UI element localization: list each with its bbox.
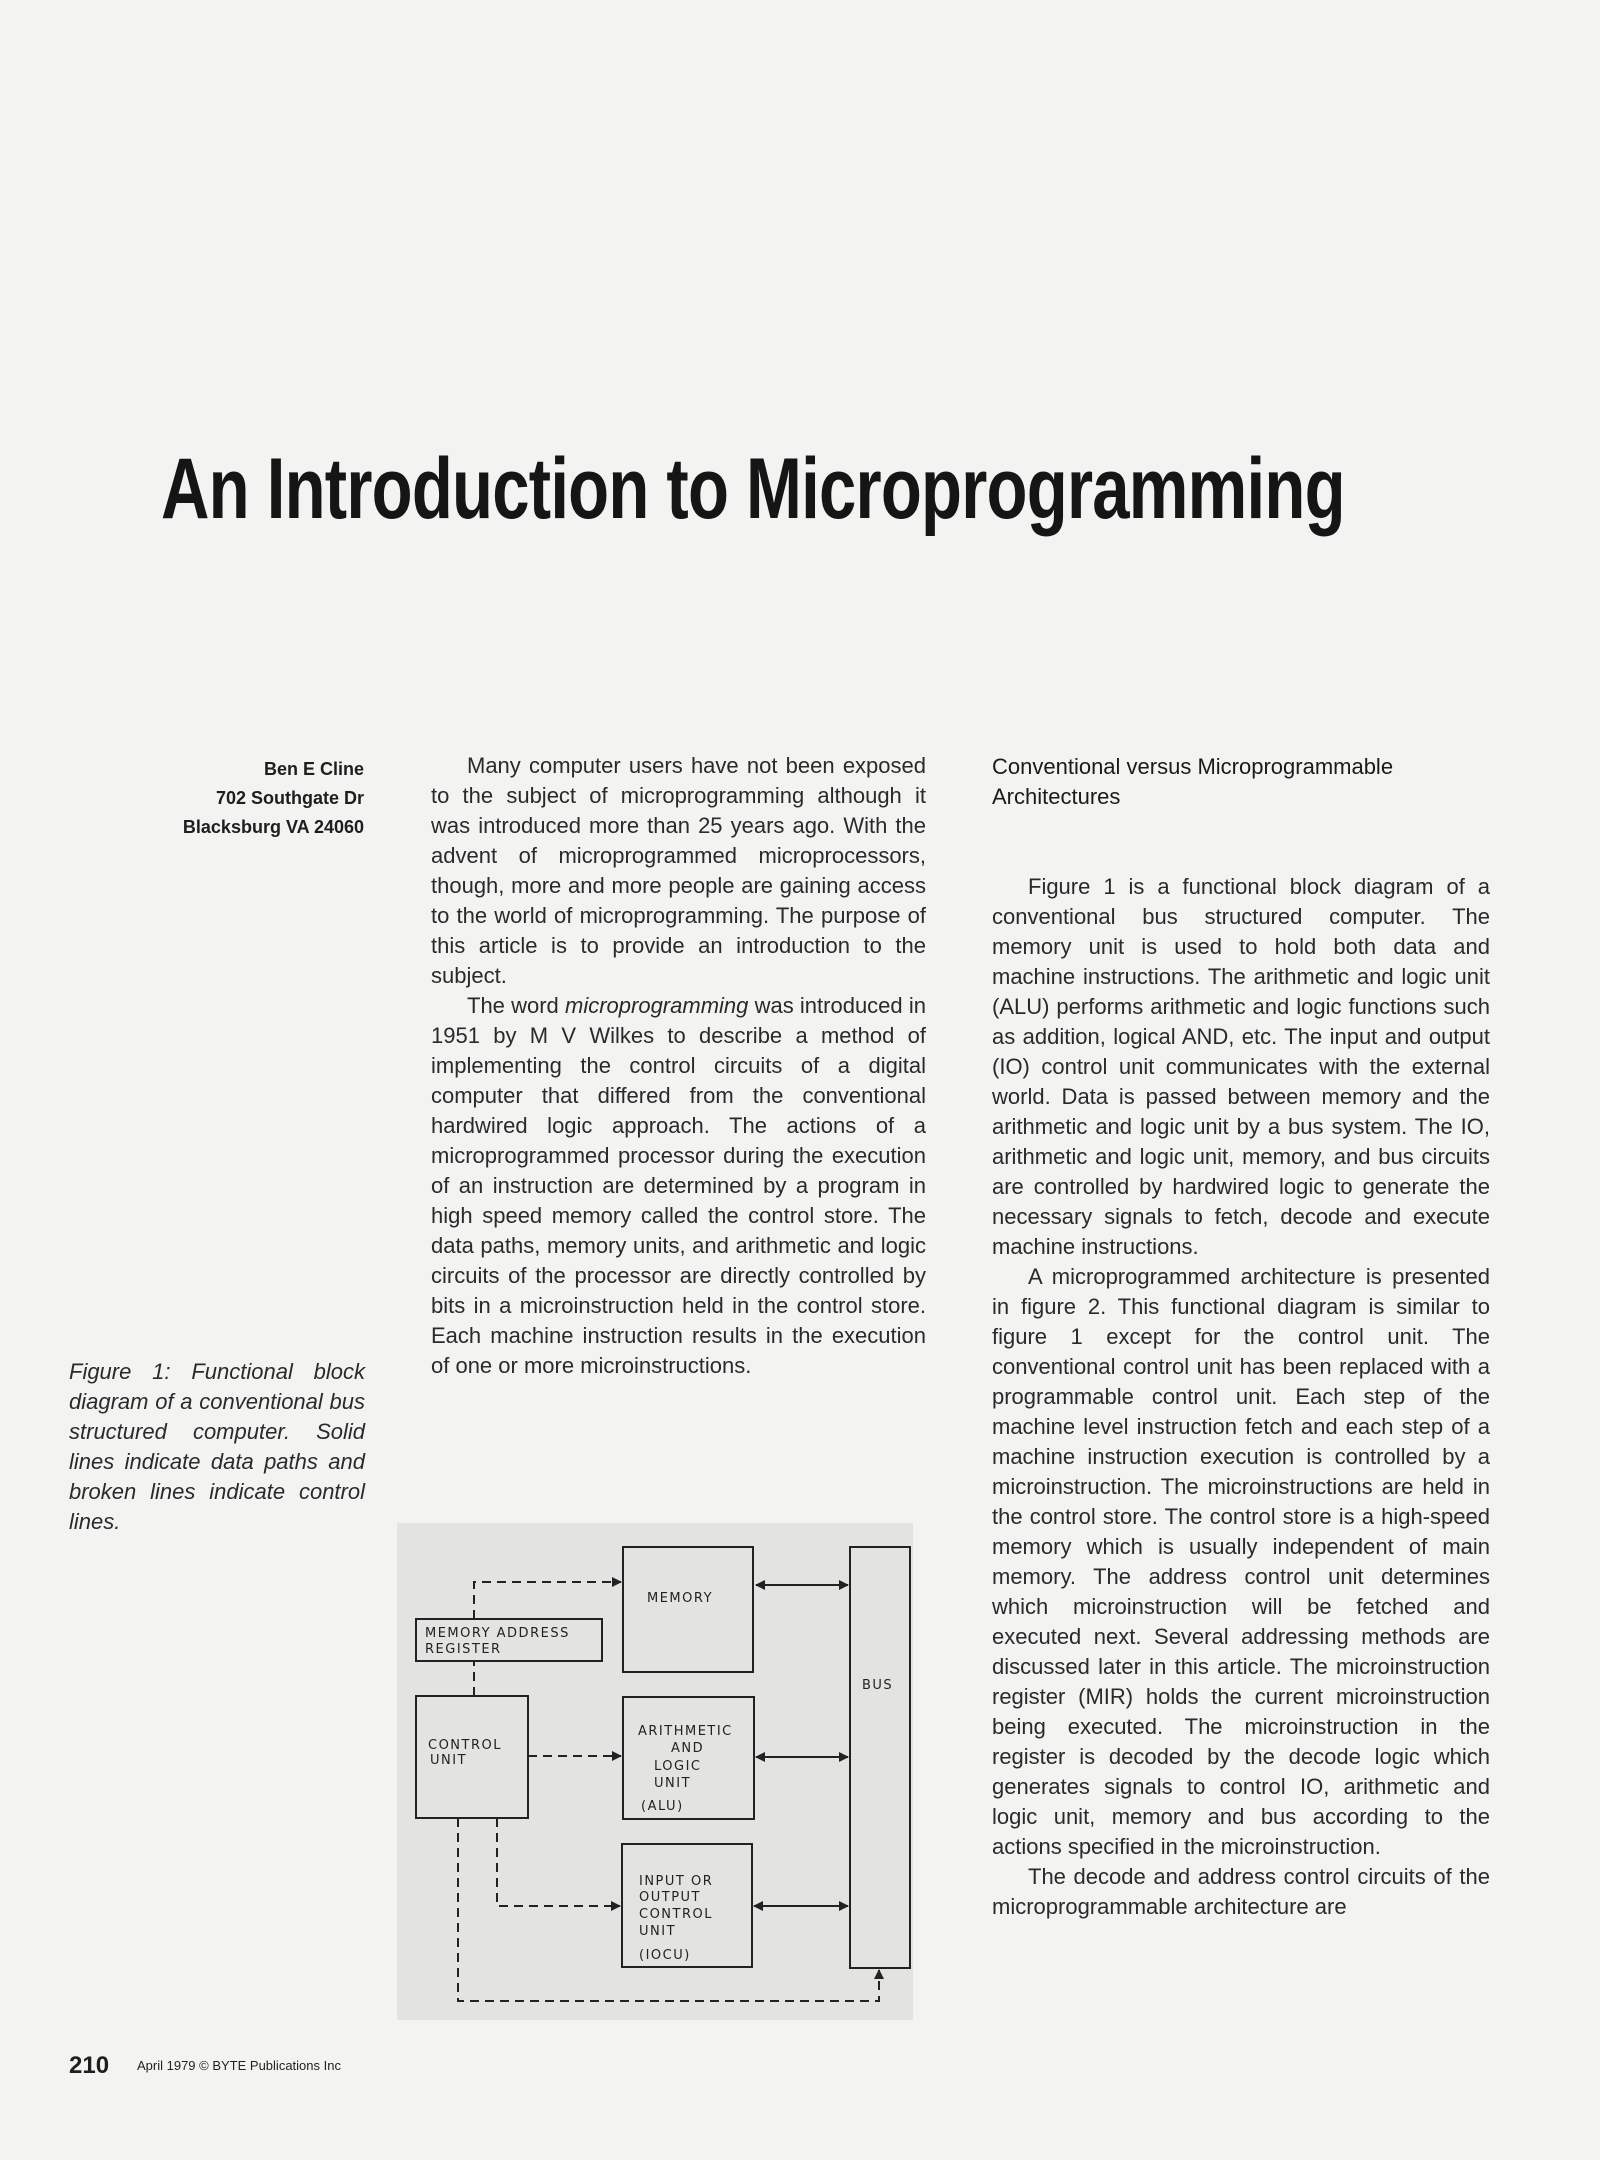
section-paragraph-1: Figure 1 is a functional block diagram of a conventional bus structured computer. The memory unit is used to hold both data and machine instructions. The arithmetic and logic unit (ALU) performs arithmetic and logic functions such as addition, logical AND, etc. The input and output (IO) control unit communicates with the external world. Data is passed between memory and the arithmetic and logic unit by a bus system. The IO, arithmetic and logic unit, memory, and bus circuits are controlled by hardwired logic to generate the necessary signals to fetch, decode and execute machine instructions. <box>992 874 1490 1259</box>
block-diagram-svg <box>397 1523 913 2020</box>
intro-column <box>431 751 926 1381</box>
alu-label-3: LOGIC <box>654 1759 702 1774</box>
section-paragraph-2: A microprogrammed architecture is presented in figure 2. This functional diagram is similar to figure 1 except for the control unit. The conventional control unit has been replaced with a programmable control unit. Each step of the machine level instruction fetch and each step of a machine instruction execution is controlled by a microinstruction. The microinstructions are held in the control store. The control store is a high-speed memory which is usually independent of main memory. The address control unit determines which microinstruction will be fetched and executed next. Several addressing methods are discussed later in this article. The microinstruction register (MIR) holds the current microinstruction being executed. The microinstruction in the register is decoded by the decode logic which generates signals to control IO, arithmetic and logic unit, memory and bus according to the actions specified in the microinstruction. <box>992 1264 1490 1859</box>
control-label-2: UNIT <box>430 1753 468 1768</box>
section-column <box>992 752 1490 1922</box>
intro-paragraph-1: Many computer users have not been exposed to the subject of microprogramming although it was introduced more than 25 years ago. With the advent of microprogrammed microprocessors, though, more and more people are gaining access to the world of microprogramming. The purpose of this article is to provide an introduction to the subject. <box>431 753 926 988</box>
control-label-1: CONTROL <box>428 1738 502 1753</box>
iocu-label-1: INPUT OR <box>639 1874 714 1889</box>
author-block <box>150 755 364 842</box>
author-street: 702 Southgate Dr <box>215 788 364 808</box>
p2-after: was introduced in 1951 by M V Wilkes to describe a method of implementing the control circuits of a digital computer that differed from the conventional hardwired logic approach. The actions of a microprogrammed processor during the execution of an instruction are determined by a program in high speed memory called the control store. The data paths, memory units, and arithmetic and logic circuits of the processor are directly controlled by bits in a microinstruction held in the control store. Each machine instruction results in the execution of one or more microinstructions. <box>431 993 926 1378</box>
intro-paragraph-2 <box>431 991 926 1381</box>
section-paragraph-3: The decode and address control circuits of the microprogrammable architecture are <box>992 1864 1490 1919</box>
figure-caption: Figure 1: Functional block diagram of a conventional bus structured computer. Solid lines indicate data paths and broken lines indicate control lines. <box>69 1359 365 1534</box>
footer-credit: April 1979 © BYTE Publications Inc <box>137 2058 341 2073</box>
control-line-cu-iocu <box>497 1818 620 1906</box>
iocu-label-2: OUTPUT <box>639 1890 701 1905</box>
control-line-mar-memory <box>474 1582 621 1619</box>
author-city: Blacksburg VA 24060 <box>182 817 364 837</box>
mar-label-2: REGISTER <box>425 1642 502 1657</box>
memory-box <box>623 1547 753 1672</box>
mar-label-1: MEMORY ADDRESS <box>425 1626 570 1641</box>
article-title: An Introduction to Microprogramming <box>161 441 1345 537</box>
p2-before: The word <box>467 993 565 1018</box>
author-name: Ben E Cline <box>263 759 364 779</box>
iocu-label-4: UNIT <box>639 1924 677 1939</box>
iocu-label-5: (IOCU) <box>639 1948 691 1963</box>
bus-box <box>850 1547 910 1968</box>
alu-label-2: AND <box>671 1741 705 1756</box>
page-number: 210 <box>69 2052 110 2079</box>
iocu-label-3: CONTROL <box>639 1907 713 1922</box>
memory-label: MEMORY <box>647 1591 714 1606</box>
bus-label: BUS <box>862 1678 894 1693</box>
alu-label-4: UNIT <box>654 1776 692 1791</box>
p2-italic-term: microprogramming <box>565 993 749 1018</box>
alu-label-5: (ALU) <box>641 1799 684 1814</box>
block-diagram <box>397 1523 913 2020</box>
section-heading: Conventional versus Microprogrammable Architectures <box>992 754 1394 809</box>
alu-label-1: ARITHMETIC <box>638 1724 733 1739</box>
